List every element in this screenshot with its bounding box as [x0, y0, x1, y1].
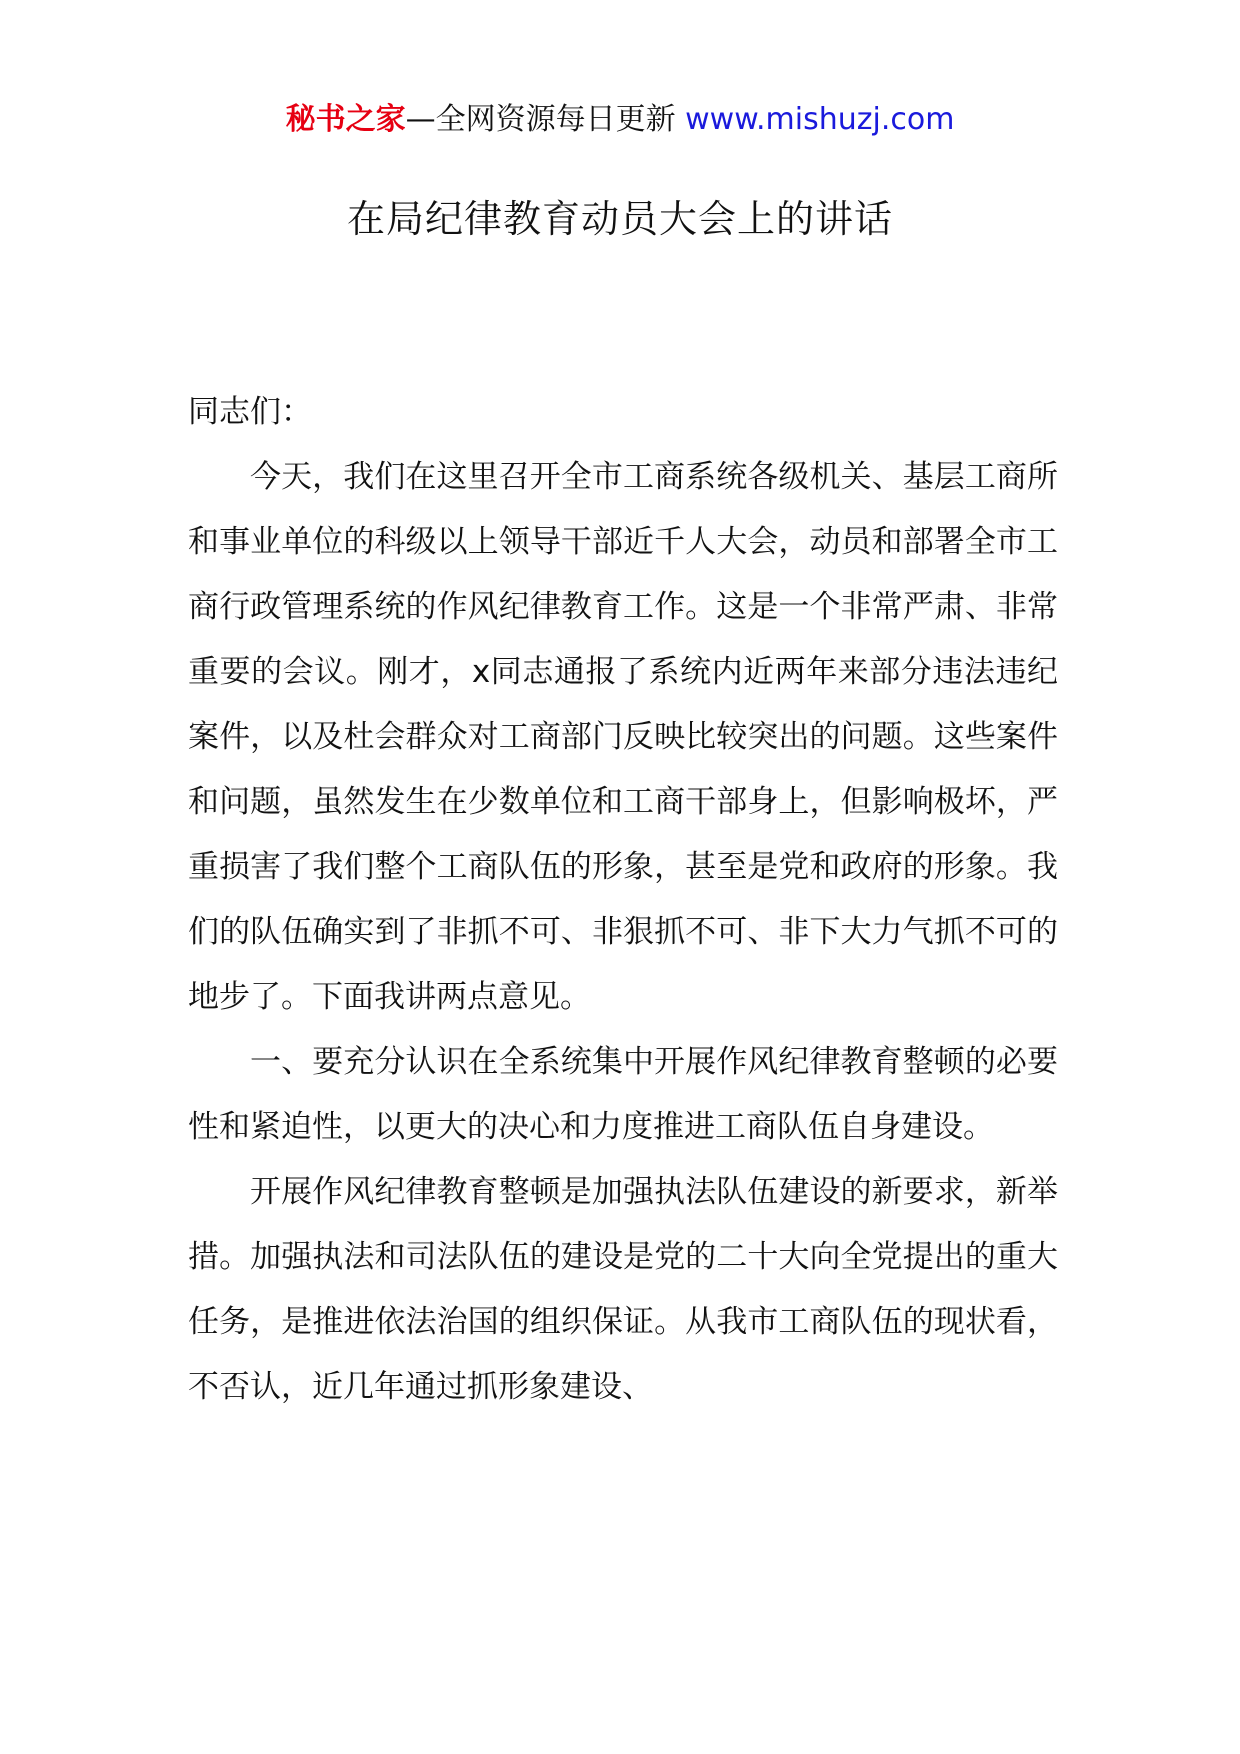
salutation: 同志们：	[188, 394, 312, 430]
document-body	[188, 380, 1058, 1420]
site-header	[0, 100, 1240, 140]
paragraph-1: 今天，我们在这里召开全市工商系统各级机关、基层工商所和事业单位的科级以上领导干部近千人大会，动员和部署全市工商行政管理系统的作风纪律教育工作。这是一个非常严肃、非常重要的会议。刚才，x同志通报了系统内近两年来部分违法违纪案件，以及杜会群众对工商部门反映比较突出的问题。这些案件和问题，虽然发生在少数单位和工商干部身上，但影响极坏，严重损害了我们整个工商队伍的形象，甚至是党和政府的形象。我们的队伍确实到了非抓不可、非狠抓不可、非下大力气抓不可的地步了。下面我讲两点意见。	[188, 459, 1058, 1015]
site-brand: 秘书之家	[285, 102, 406, 137]
paragraph-2: 开展作风纪律教育整顿是加强执法队伍建设的新要求，新举措。加强执法和司法队伍的建设是党的二十大向全党提出的重大任务，是推进依法治国的组织保证。从我市工商队伍的现状看，不否认，近几年通过抓形象建设、	[188, 1174, 1058, 1405]
site-slogan: —全网资源每日更新	[405, 102, 686, 137]
document-title: 在局纪律教育动员大会上的讲话	[346, 197, 893, 241]
site-url-link[interactable]: www.mishuzj.com	[685, 102, 955, 137]
section-heading-1: 一、要充分认识在全系统集中开展作风纪律教育整顿的必要性和紧迫性，以更大的决心和力度推进工商队伍自身建设。	[188, 1044, 1058, 1145]
